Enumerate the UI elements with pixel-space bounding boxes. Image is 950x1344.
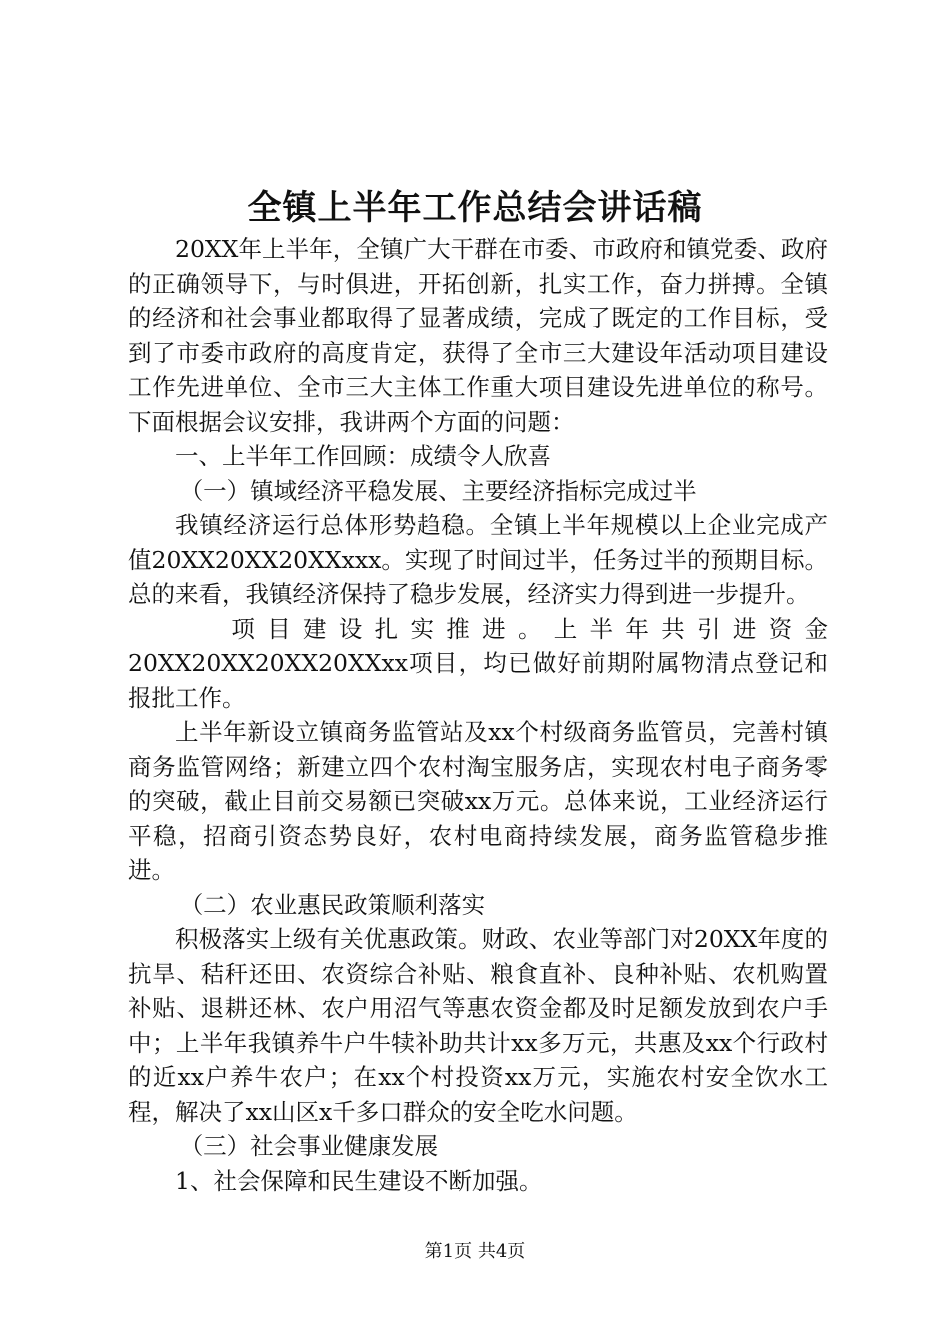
- paragraph-agriculture: 积极落实上级有关优惠政策。财政、农业等部门对20XX年度的抗旱、秸秆还田、农资综合补贴、粮食直补、良种补贴、农机购置补贴、退耕还林、农户用沼气等惠农资金都及时足额发放到农户手中；上半年我镇养牛户牛犊补助共计xx多万元，共惠及xx个行政村的近xx户养牛农户；在xx个村投资xx万元，实施农村安全饮水工程，解决了xx山区x千多口群众的安全吃水问题。: [128, 925, 828, 1126]
- paragraph-economy: 我镇经济运行总体形势趋稳。全镇上半年规模以上企业完成产值20XX20XX20XXxxx。实现了时间过半，任务过半的预期目标。总的来看，我镇经济保持了稳步发展，经济实力得到进一步提升。: [128, 511, 828, 608]
- subsection-heading-3: （三）社会事业健康发展: [179, 1132, 439, 1160]
- paragraph-projects: 项目建设扎实推进。上半年共引进资金20XX20XX20XX20XXxx项目，均已做好前期附属物清点登记和报批工作。: [128, 614, 828, 712]
- document-body: [128, 232, 828, 1198]
- paragraph-social-security: 1、社会保障和民生建设不断加强。: [175, 1166, 543, 1195]
- page-indicator: 第1页 共4页: [424, 1241, 526, 1262]
- section-heading-1: 一、上半年工作回顾：成绩令人欣喜: [175, 442, 551, 470]
- document-title: 全镇上半年工作总结会讲话稿: [247, 188, 703, 228]
- paragraph-intro: 20XX年上半年，全镇广大干群在市委、市政府和镇党委、政府的正确领导下，与时俱进，开拓创新，扎实工作，奋力拼搏。全镇的经济和社会事业都取得了显著成绩，完成了既定的工作目标，受到了市委市政府的高度肯定，获得了全市三大建设年活动项目建设工作先进单位、全市三大主体工作重大项目建设先进单位的称号。下面根据会议安排，我讲两个方面的问题：: [128, 235, 828, 436]
- subsection-heading-2: （二）农业惠民政策顺利落实: [179, 890, 486, 919]
- subsection-heading-1: （一）镇域经济平稳发展、主要经济指标完成过半: [179, 476, 697, 505]
- paragraph-commerce: 上半年新设立镇商务监管站及xx个村级商务监管员，完善村镇商务监管网络；新建立四个农村淘宝服务店，实现农村电子商务零的突破，截止目前交易额已突破xx万元。总体来说，工业经济运行平稳，招商引资态势良好，农村电商持续发展，商务监管稳步推进。: [128, 718, 828, 884]
